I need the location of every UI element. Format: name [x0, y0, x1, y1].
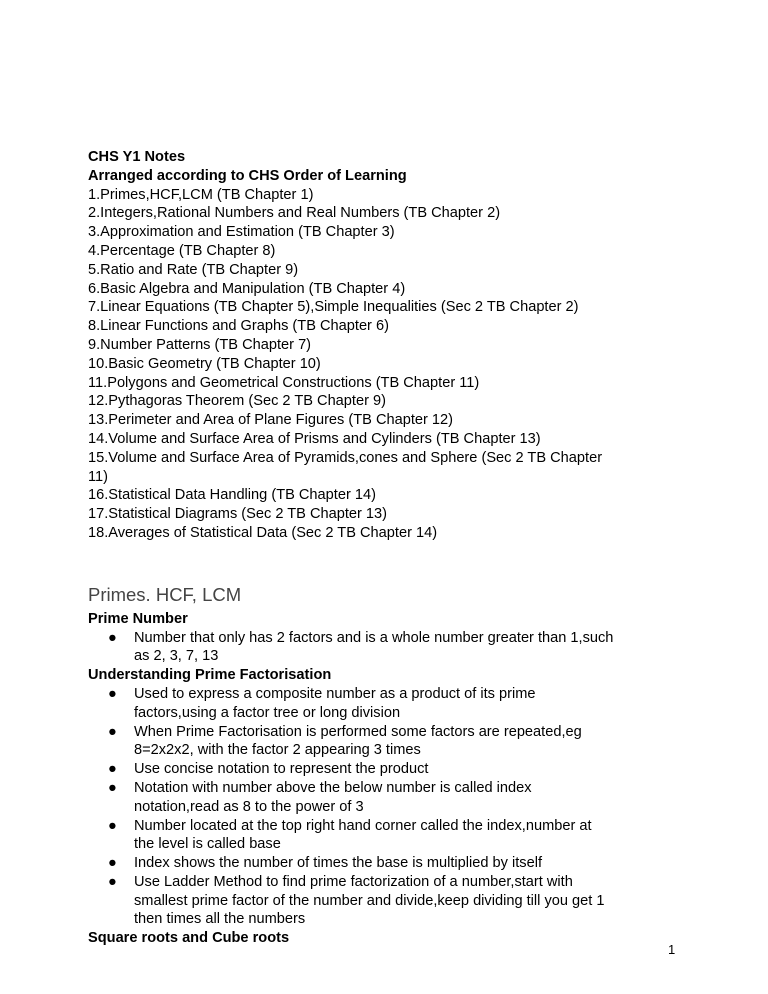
toc-item [88, 505, 688, 524]
toc-item-line: 2.Integers,Rational Numbers and Real Numbers (TB Chapter 2) [88, 205, 501, 222]
toc-item [88, 280, 688, 299]
toc-item [88, 524, 688, 543]
list-item [88, 817, 688, 855]
list-item-line: 8=2x2x2, with the factor 2 appearing 3 times [134, 742, 421, 759]
doc-title: CHS Y1 Notes [88, 149, 186, 165]
toc-item-line: 11) [88, 468, 109, 485]
bullet-icon: ● [108, 723, 117, 740]
list-item-line: Used to express a composite number as a product of its prime [134, 685, 536, 702]
list-item-line: Index shows the number of times the base is multiplied by itself [134, 855, 543, 872]
toc-item [88, 204, 688, 223]
toc-item [88, 486, 688, 505]
toc-item-line: 17.Statistical Diagrams (Sec 2 TB Chapter 13) [88, 506, 388, 523]
bullet-list [88, 685, 688, 929]
subsection-heading: Understanding Prime Factorisation [88, 667, 332, 684]
toc-item-line: 10.Basic Geometry (TB Chapter 10) [88, 355, 321, 372]
bullet-list [88, 629, 688, 667]
list-item-line: smallest prime factor of the number and divide,keep dividing till you get 1 [134, 892, 605, 909]
toc-item [88, 336, 688, 355]
bullet-icon: ● [108, 873, 117, 890]
toc-item [88, 430, 688, 449]
toc-item-line: 9.Number Patterns (TB Chapter 7) [88, 336, 312, 353]
toc-item-line: 12.Pythagoras Theorem (Sec 2 TB Chapter 9) [88, 393, 386, 410]
section-heading: Primes. HCF, LCM [88, 583, 242, 605]
list-item-line: Use concise notation to represent the product [134, 761, 429, 778]
toc-item-line: 3.Approximation and Estimation (TB Chapter 3) [88, 224, 395, 241]
toc-item-line: 14.Volume and Surface Area of Prisms and Cylinders (TB Chapter 13) [88, 430, 541, 447]
section [88, 929, 688, 948]
toc-item [88, 242, 688, 261]
list-item [88, 779, 688, 817]
list-item-line: Notation with number above the below number is called index [134, 779, 532, 796]
toc-item [88, 298, 688, 317]
list-item [88, 629, 688, 667]
bullet-icon: ● [108, 685, 117, 702]
sections [88, 610, 688, 948]
toc-item-line: 7.Linear Equations (TB Chapter 5),Simple Inequalities (Sec 2 TB Chapter 2) [88, 299, 579, 316]
document-body [88, 148, 688, 948]
toc-item [88, 261, 688, 280]
list-item-line: the level is called base [134, 836, 281, 853]
toc-item [88, 449, 688, 487]
list-item-line: When Prime Factorisation is performed some factors are repeated,eg [134, 723, 582, 740]
list-item-line: factors,using a factor tree or long division [134, 704, 401, 721]
toc-item-line: 1.Primes,HCF,LCM (TB Chapter 1) [88, 186, 314, 203]
list-item [88, 873, 688, 929]
list-item [88, 760, 688, 779]
toc-item-line: 6.Basic Algebra and Manipulation (TB Chapter 4) [88, 280, 406, 297]
toc-item [88, 186, 688, 205]
subsection-heading: Prime Number [88, 610, 188, 627]
section [88, 610, 688, 666]
toc-item [88, 374, 688, 393]
page-number: 1 [668, 942, 676, 957]
toc-item-line: 13.Perimeter and Area of Plane Figures (TB Chapter 12) [88, 412, 454, 429]
toc-item-line: 15.Volume and Surface Area of Pyramids,cones and Sphere (Sec 2 TB Chapter [88, 449, 603, 466]
list-item-line: notation,read as 8 to the power of 3 [134, 798, 364, 815]
toc-item-line: 8.Linear Functions and Graphs (TB Chapter 6) [88, 318, 389, 335]
bullet-icon: ● [108, 629, 117, 646]
toc-item-line: 11.Polygons and Geometrical Constructions (TB Chapter 11) [88, 374, 480, 391]
toc-item [88, 223, 688, 242]
list-item [88, 685, 688, 723]
bullet-icon: ● [108, 817, 117, 834]
bullet-icon: ● [108, 779, 117, 796]
table-of-contents [88, 186, 688, 543]
list-item-line: Use Ladder Method to find prime factorization of a number,start with [134, 873, 573, 890]
doc-subtitle: Arranged according to CHS Order of Learning [88, 167, 407, 184]
toc-item-line: 5.Ratio and Rate (TB Chapter 9) [88, 261, 299, 278]
toc-item [88, 392, 688, 411]
toc-item [88, 355, 688, 374]
toc-item [88, 411, 688, 430]
bullet-icon: ● [108, 761, 117, 778]
toc-item-line: 4.Percentage (TB Chapter 8) [88, 242, 276, 259]
list-item-line: as 2, 3, 7, 13 [134, 648, 219, 665]
bullet-icon: ● [108, 855, 117, 872]
toc-item [88, 317, 688, 336]
toc-item-line: 18.Averages of Statistical Data (Sec 2 TB Chapter 14) [88, 524, 438, 541]
toc-item-line: 16.Statistical Data Handling (TB Chapter 14) [88, 487, 376, 504]
list-item [88, 854, 688, 873]
list-item-line: then times all the numbers [134, 911, 306, 928]
list-item-line: Number that only has 2 factors and is a whole number greater than 1,such [134, 629, 614, 646]
section [88, 666, 688, 929]
list-item-line: Number located at the top right hand corner called the index,number at [134, 817, 592, 834]
subsection-heading: Square roots and Cube roots [88, 930, 290, 947]
list-item [88, 723, 688, 761]
